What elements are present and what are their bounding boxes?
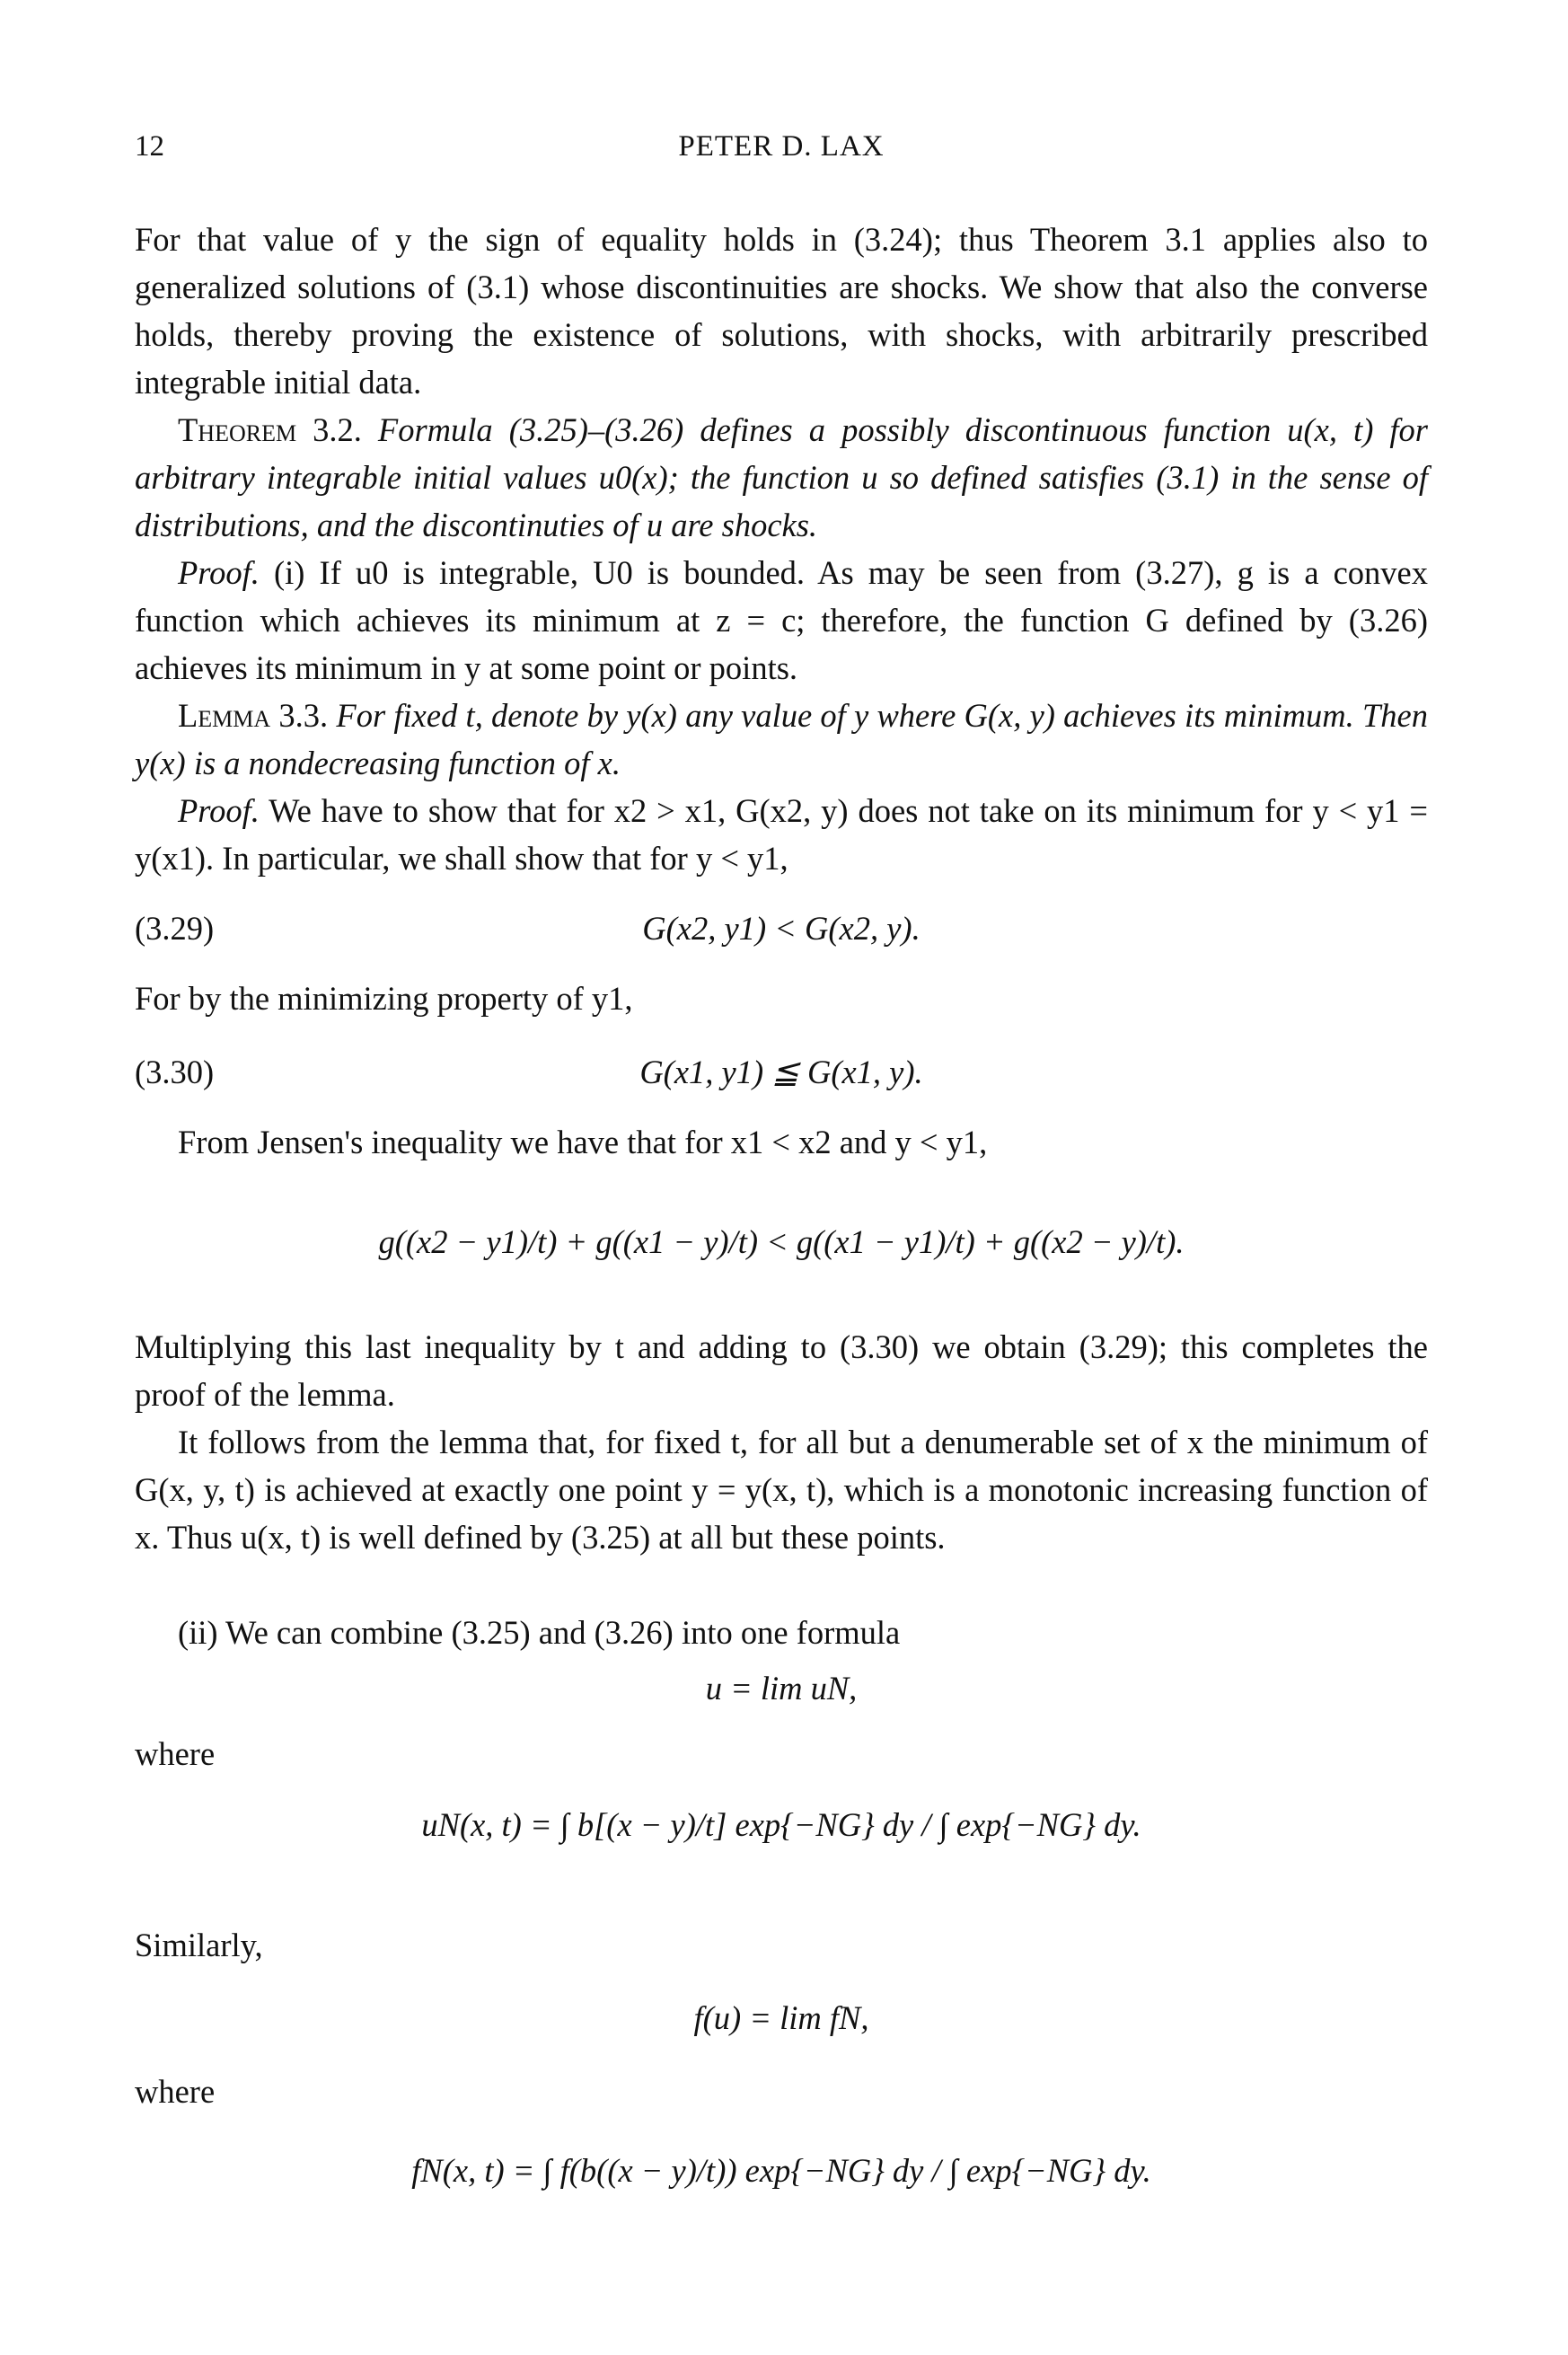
proof-text: We have to show that for x2 > x1, G(x2, y) does not take on its minimum for y < y1 = y(x1). In particular, we shall show that for y < y1, [135, 792, 1429, 877]
theorem-text: Formula (3.25)–(3.26) defines a possibly discontinuous function u(x, t) for arbitrary integrable initial values u0(x); the function u so defined satisfies (3.1) in the sense of distributions, and the discontinuties of u are shocks. [135, 411, 1428, 543]
equation-3-30: G(x1, y1) ≦ G(x1, y). [639, 1054, 923, 1090]
paragraph-text: where [135, 1735, 216, 1772]
lemma-3-3 [135, 692, 1428, 787]
proof-label: Proof. [178, 554, 260, 591]
equation-uN: uN(x, t) = ∫ b[(x − y)/t] exp{−NG} dy / ∫ exp{−NG} dy. [421, 1806, 1141, 1843]
paragraph-text: Multiplying this last inequality by t and adding to (3.30) we obtain (3.29); this completes the proof of the lemma. [135, 1328, 1428, 1413]
paragraph-text: For that value of y the sign of equality holds in (3.24); thus Theorem 3.1 applies also to generalized solutions of (3.1) whose discontinuities are shocks. We show that also the converse holds, thereby proving the existence of solutions, with shocks, with arbitrarily prescribed integrable initial data. [135, 221, 1428, 401]
paragraph-text: For by the minimizing property of y1, [135, 980, 633, 1017]
paragraph-text: It follows from the lemma that, for fixed t, for all but a denumerable set of x the minimum of G(x, y, t) is achieved at exactly one point y = y(x, t), which is a monotonic increasing function of x. Thus u(x, t) is well defined by (3.25) at all but these points. [135, 1424, 1428, 1556]
equation-u-limit: u = lim uN, [705, 1670, 858, 1707]
word-similarly [135, 1921, 1428, 1969]
paragraph-text: where [135, 2073, 216, 2110]
paragraph-intro [135, 216, 1428, 406]
paragraph-follows [135, 1418, 1428, 1561]
running-title: PETER D. LAX [678, 130, 885, 163]
paragraph-jensen [135, 1118, 1428, 1166]
theorem-label: Theorem 3.2. [178, 411, 362, 448]
equation-text: g((x2 − y1)/t) + g((x1 − y)/t) < g((x1 − y1)/t) + g((x2 − y)/t). [378, 1222, 1185, 1260]
page-number: 12 [135, 130, 164, 163]
equation-fN: fN(x, t) = ∫ f(b((x − y)/t)) exp{−NG} dy / ∫ exp{−NG} dy. [411, 2152, 1151, 2189]
proof-part-i [135, 549, 1428, 692]
page-header [135, 130, 1428, 175]
proof-label: Proof. [178, 792, 260, 829]
paragraph-text: (ii) We can combine (3.25) and (3.26) into one formula [178, 1614, 901, 1651]
equation-jensen [135, 1187, 1428, 1295]
word-where [135, 1730, 1428, 1777]
equation-3-29: G(x2, y1) < G(x2, y). [642, 910, 921, 947]
equation-number: (3.30) [135, 1054, 215, 1090]
lemma-label: Lemma 3.3. [178, 697, 329, 734]
theorem-3-2 [135, 406, 1428, 549]
proof-text: (i) If u0 is integrable, U0 is bounded. As may be seen from (3.27), g is a convex function which achieves its minimum at z = c; therefore, the function G defined by (3.26) achieves its minimum in y at some point or points. [135, 554, 1429, 686]
lemma-text: For fixed t, denote by y(x) any value of y where G(x, y) achieves its minimum. Then y(x) is a nondecreasing function of x. [135, 697, 1428, 781]
paragraph-combine [135, 1609, 1428, 1656]
word-where [135, 2068, 1428, 2115]
equation-f-limit: f(u) = lim fN, [693, 1999, 869, 2036]
paragraph-text: Similarly, [135, 1927, 263, 1963]
paragraph-text: From Jensen's inequality we have that for x1 < x2 and y < y1, [178, 1124, 988, 1160]
paragraph-minimizing [135, 975, 1428, 1022]
proof-lemma [135, 787, 1428, 882]
paragraph-multiplying [135, 1323, 1428, 1418]
equation-number: (3.29) [135, 910, 215, 947]
